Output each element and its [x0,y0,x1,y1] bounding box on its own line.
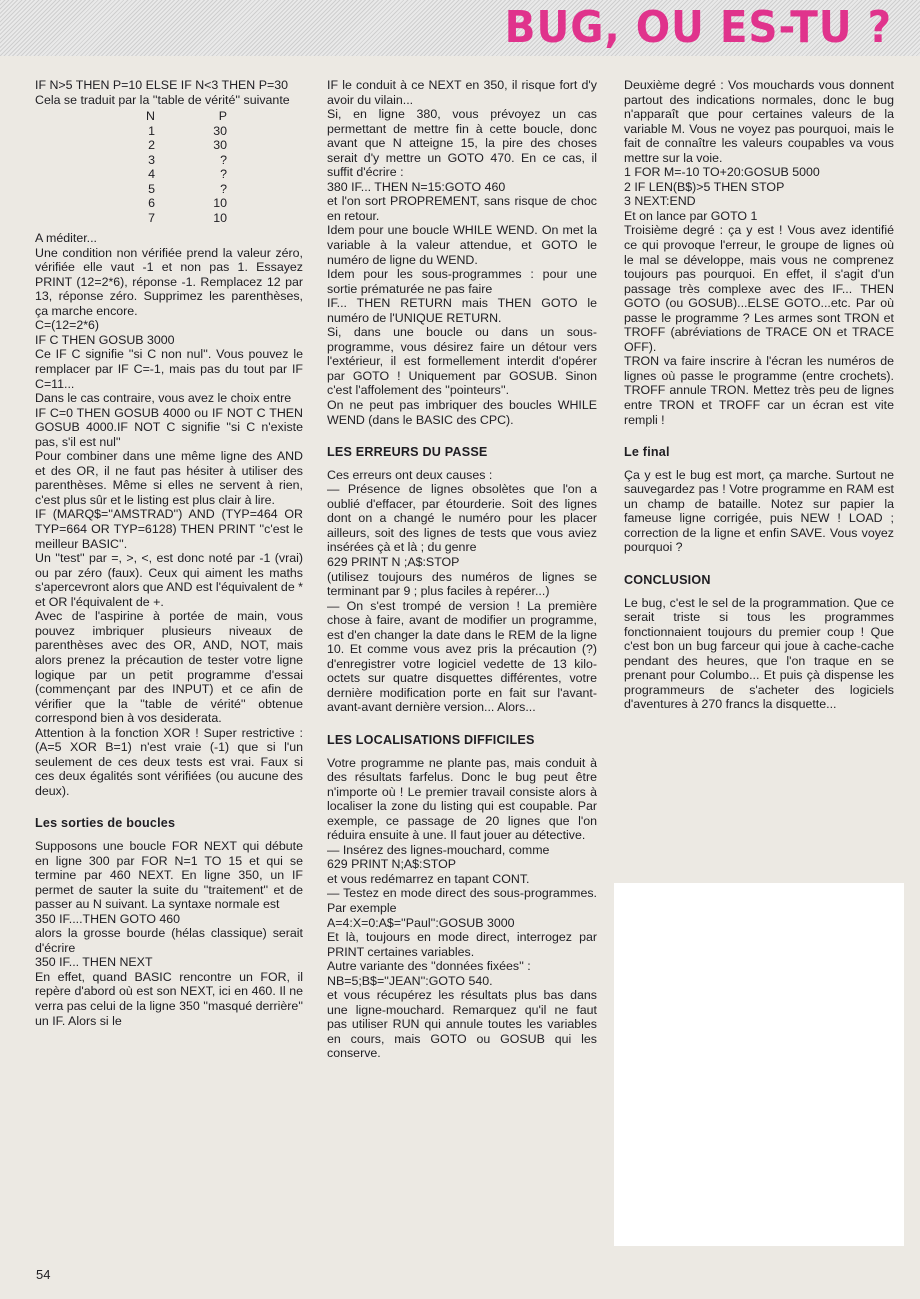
paragraph: — Testez en mode direct des sous-programmes. Par exemple [327,886,597,915]
section-heading: LES LOCALISATIONS DIFFICILES [327,732,535,747]
column-1 [35,78,303,1028]
code-line: A=4:X=0:A$=''Paul'':GOSUB 3000 [327,915,515,930]
paragraph: Dans le cas contraire, vous avez le choix entre [35,391,292,406]
code-line: 629 PRINT N ;A$:STOP [327,554,460,569]
paragraph: A méditer... [35,231,97,246]
truth-table-cell-n: 7 [148,210,155,225]
truth-table-cell-p: ? [220,152,227,167]
paragraph: Ce IF C signifie ''si C non nul''. Vous pouvez le remplacer par IF C=-1, mais pas du tout par IF C=11... [35,347,303,391]
paragraph: — On s'est trompé de version ! La première chose à faire, avant de modifier un programme, est d'en changer la date dans le REM de la ligne 10. Et comme vous avez pris la précaution (?) d'enregistrer votre logiciel vedette de 13 kilo-octets sur quatre disquettes différentes, votre dernière modification porte en fait sur l'avant-avant-avant dernière version... Alors... [327,598,597,715]
paragraph: (utilisez toujours des numéros de lignes se terminant par 9 ; plus faciles à repérer...) [327,569,597,599]
truth-table-row [35,167,303,182]
paragraph: Avec de l'aspirine à portée de main, vous pouvez imbriquer plusieurs niveaux de parenthèses avec des OR, AND, NOT, mais alors prenez la précaution de tester votre ligne logique par un petit programme d'essai (commençant par des INPUT) et ce afin de vérifier que la ''table de vérité'' obtenue correspond bien à vos desiderata. [35,609,303,726]
paragraph: IF... THEN RETURN mais THEN GOTO le numéro de l'UNIQUE RETURN. [327,296,597,325]
paragraph: Idem pour les sous-programmes : pour une sortie prématurée ne pas faire [327,267,597,296]
code-line: 350 IF....THEN GOTO 460 [35,911,181,926]
code-line: 629 PRINT N;A$:STOP [327,857,457,872]
code-line: 1 FOR M=-10 TO+20:GOSUB 5000 [624,165,820,180]
paragraph: et vous redémarrez en tapant CONT. [327,871,530,886]
paragraph: Et on lance par GOTO 1 [624,208,758,223]
truth-table-cell-n: 5 [148,181,155,196]
truth-table-cell-p: 30 [213,123,227,138]
column-2 [327,78,597,1061]
paragraph: Idem pour une boucle WHILE WEND. On met la variable à la valeur attendue, et GOTO le numéro de ligne du WEND. [327,223,597,267]
paragraph: — Présence de lignes obsolètes que l'on a oublié d'effacer, par étourderie. Soit des lignes dont on a changé le numéro pour les placer ailleurs, soit des lignes de tests que vous aviez insérées çà et là ; du genre [327,482,597,555]
paragraph: Un ''test'' par =, >, <, est donc noté par -1 (vrai) ou par zéro (faux). Ceux qui aiment les maths s'apercevront alors que AND est l'équivalent de * et OR l'équivalent de +. [35,551,303,609]
paragraph: Une condition non vérifiée prend la valeur zéro, vérifiée elle vaut -1 et non pas 1. Essayez PRINT (12=2*6), réponse -1. Remplacez 12 par 13, réponse zéro. Supprimez les parenthèses, ça marche encore. [35,245,303,318]
truth-table-header-n: N [146,109,155,124]
paragraph: Pour combiner dans une même ligne des AND et des OR, il ne faut pas hésiter à utiliser des parenthèses. Même si elles ne servent à rien, c'est plus sûr et le listing est plus clair à lire. [35,449,303,507]
truth-table-row [35,153,303,168]
truth-table-cell-n: 2 [148,138,155,153]
truth-table-header-p: P [218,109,227,124]
code-line: 350 IF... THEN NEXT [35,955,153,970]
paragraph: Ça y est le bug est mort, ça marche. Surtout ne sauvegardez pas ! Votre programme en RAM est un champ de bataille. Notez sur papier la fameuse ligne corrigée, puis NEW ! LOAD ; correction de la ligne et enfin SAVE. Vous voyez pourquoi ? [624,467,894,555]
truth-table-header [35,109,303,124]
section-heading: CONCLUSION [624,572,711,587]
truth-table-row [35,124,303,139]
paragraph: et vous récupérez les résultats plus bas dans une ligne-mouchard. Remarquez qu'il ne faut pas utiliser RUN qui annule toutes les variables en cours, mais GOTO ou GOSUB qui les conserve. [327,988,597,1061]
code-line: 3 NEXT:END [624,194,696,209]
paragraph: Si, dans une boucle ou dans un sous-programme, vous désirez faire un détour vers l'extérieur, il est formellement interdit d'opérer par GOTO ! Uniquement par GOSUB. Sinon c'est l'affolement des ''pointeurs''. [327,325,597,398]
paragraph: Et là, toujours en mode direct, interrogez par PRINT certaines variables. [327,930,597,959]
article-headline: BUG, OU ES-TU ? [504,2,892,53]
paragraph: Cela se traduit par la ''table de vérité'' suivante [35,92,290,107]
paragraph: TRON va faire inscrire à l'écran les numéros de lignes où passe le programme (entre crochets). TROFF annule TRON. Mettez très peu de lignes entre TRON et TROFF car un écran est vite rempli ! [624,354,894,427]
truth-table-cell-n: 6 [148,196,155,211]
paragraph: En effet, quand BASIC rencontre un FOR, il repère d'abord où est son NEXT, ici en 460. Il ne verra pas celui de la ligne 350 ''masqué derrière'' un IF. Alors si le [35,969,303,1028]
paragraph: Deuxième degré : Vos mouchards vous donnent partout des indications normales, donc le bug n'apparaît que pour certaines valeurs de la variable M. Vous ne voyez pas pourquoi, mais le fait de connaître les valeurs coupables va vous mettre sur la voie. [624,78,894,165]
column-3 [624,78,894,712]
paragraph: et l'on sort PROPREMENT, sans risque de choc en retour. [327,194,597,223]
paragraph: — Insérez des lignes-mouchard, comme [327,842,550,857]
paragraph: alors la grosse bourde (hélas classique) serait d'écrire [35,926,303,955]
paragraph: Supposons une boucle FOR NEXT qui débute en ligne 300 par FOR N=1 TO 15 et qui se termine par 460 NEXT. En ligne 350, un IF permet de sauter la suite du ''traitement'' et de passer au N suivant. La syntaxe normale est [35,838,303,912]
paragraph: Ces erreurs ont deux causes : [327,467,493,482]
truth-table-row [35,211,303,226]
section-heading: Le final [624,445,670,460]
paragraph: IF le conduit à ce NEXT en 350, il risque fort d'y avoir du vilain... [327,78,597,107]
truth-table-cell-p: ? [220,181,227,196]
truth-table-cell-n: 3 [148,152,155,167]
code-line: NB=5;B$=''JEAN'':GOTO 540. [327,973,493,988]
paragraph: On ne peut pas imbriquer des boucles WHILE WEND (dans le BASIC des CPC). [327,398,597,427]
paragraph: IF C=0 THEN GOSUB 4000 ou IF NOT C THEN GOSUB 4000.IF NOT C signifie ''si C n'existe pas, s'il est nul'' [35,405,303,449]
code-line: IF C THEN GOSUB 3000 [35,332,175,347]
truth-table-cell-n: 1 [148,123,155,138]
truth-table-cell-p: 30 [213,138,227,153]
section-heading: Les sorties de boucles [35,816,176,831]
page-number: 54 [36,1267,51,1282]
paragraph: Si, en ligne 380, vous prévoyez un cas permettant de mettre fin à cette boucle, donc avant que N atteigne 15, la pire des choses serait d'y mettre un GOTO 470. En ce cas, il suffit d'écrire : [327,107,597,180]
truth-table [35,109,303,225]
truth-table-row [35,196,303,211]
code-line: 2 IF LEN(B$)>5 THEN STOP [624,179,785,194]
truth-table-cell-n: 4 [148,167,155,182]
blank-panel [614,883,904,1246]
truth-table-row [35,182,303,197]
paragraph: Votre programme ne plante pas, mais conduit à des résultats farfelus. Donc le bug peut être n'importe où ! Le premier travail consiste alors à localiser la zone du listing qui est coupable. Par exemple, ce passage de 20 lignes que l'on réduira ensuite à une. Il faut jouer au détective. [327,755,597,843]
paragraph: Le bug, c'est le sel de la programmation. Que ce serait triste si tous les programmes fonctionnaient toujours du premier coup ! Que c'est bon un bug farceur qui joue à cache-cache pendant des heures, que l'on traque en se prenant pour Columbo... Et puis çà dispense les programmeurs de s'acheter des logiciels d'aventures à 270 francs la disquette... [624,595,894,712]
truth-table-row [35,138,303,153]
code-line: IF (MARQ$=''AMSTRAD'') AND (TYP=464 OR TYP=664 OR TYP=6128) THEN PRINT ''c'est le meilleur BASIC''. [35,507,303,551]
paragraph: Autre variante des ''données fixées'' : [327,959,531,974]
section-heading: LES ERREURS DU PASSE [327,445,488,460]
truth-table-cell-p: 10 [213,210,227,225]
truth-table-cell-p: ? [220,167,227,182]
code-line: C=(12=2*6) [35,318,100,333]
code-line: 380 IF... THEN N=15:GOTO 460 [327,179,506,194]
truth-table-cell-p: 10 [213,196,227,211]
paragraph: Troisième degré : ça y est ! Vous avez identifié ce qui provoque l'erreur, le groupe de lignes où le mal se développe, mais vous ne comprenez toujours pas pourquoi. En effet, il s'agit d'un passage très complexe avec des IF... THEN GOTO (ou GOSUB)...ELSE GOTO...etc. Par où passe le programme ? Les armes sont TRON et TROFF (abréviations de TRACE ON et TRACE OFF). [624,223,894,354]
code-line: IF N>5 THEN P=10 ELSE IF N<3 THEN P=30 [35,78,288,92]
paragraph: Attention à la fonction XOR ! Super restrictive : (A=5 XOR B=1) n'est vraie (-1) que si l'un seulement de ces deux tests est vrai. Faux si ces deux égalités sont vérifiées (ou aucune des deux). [35,725,303,798]
